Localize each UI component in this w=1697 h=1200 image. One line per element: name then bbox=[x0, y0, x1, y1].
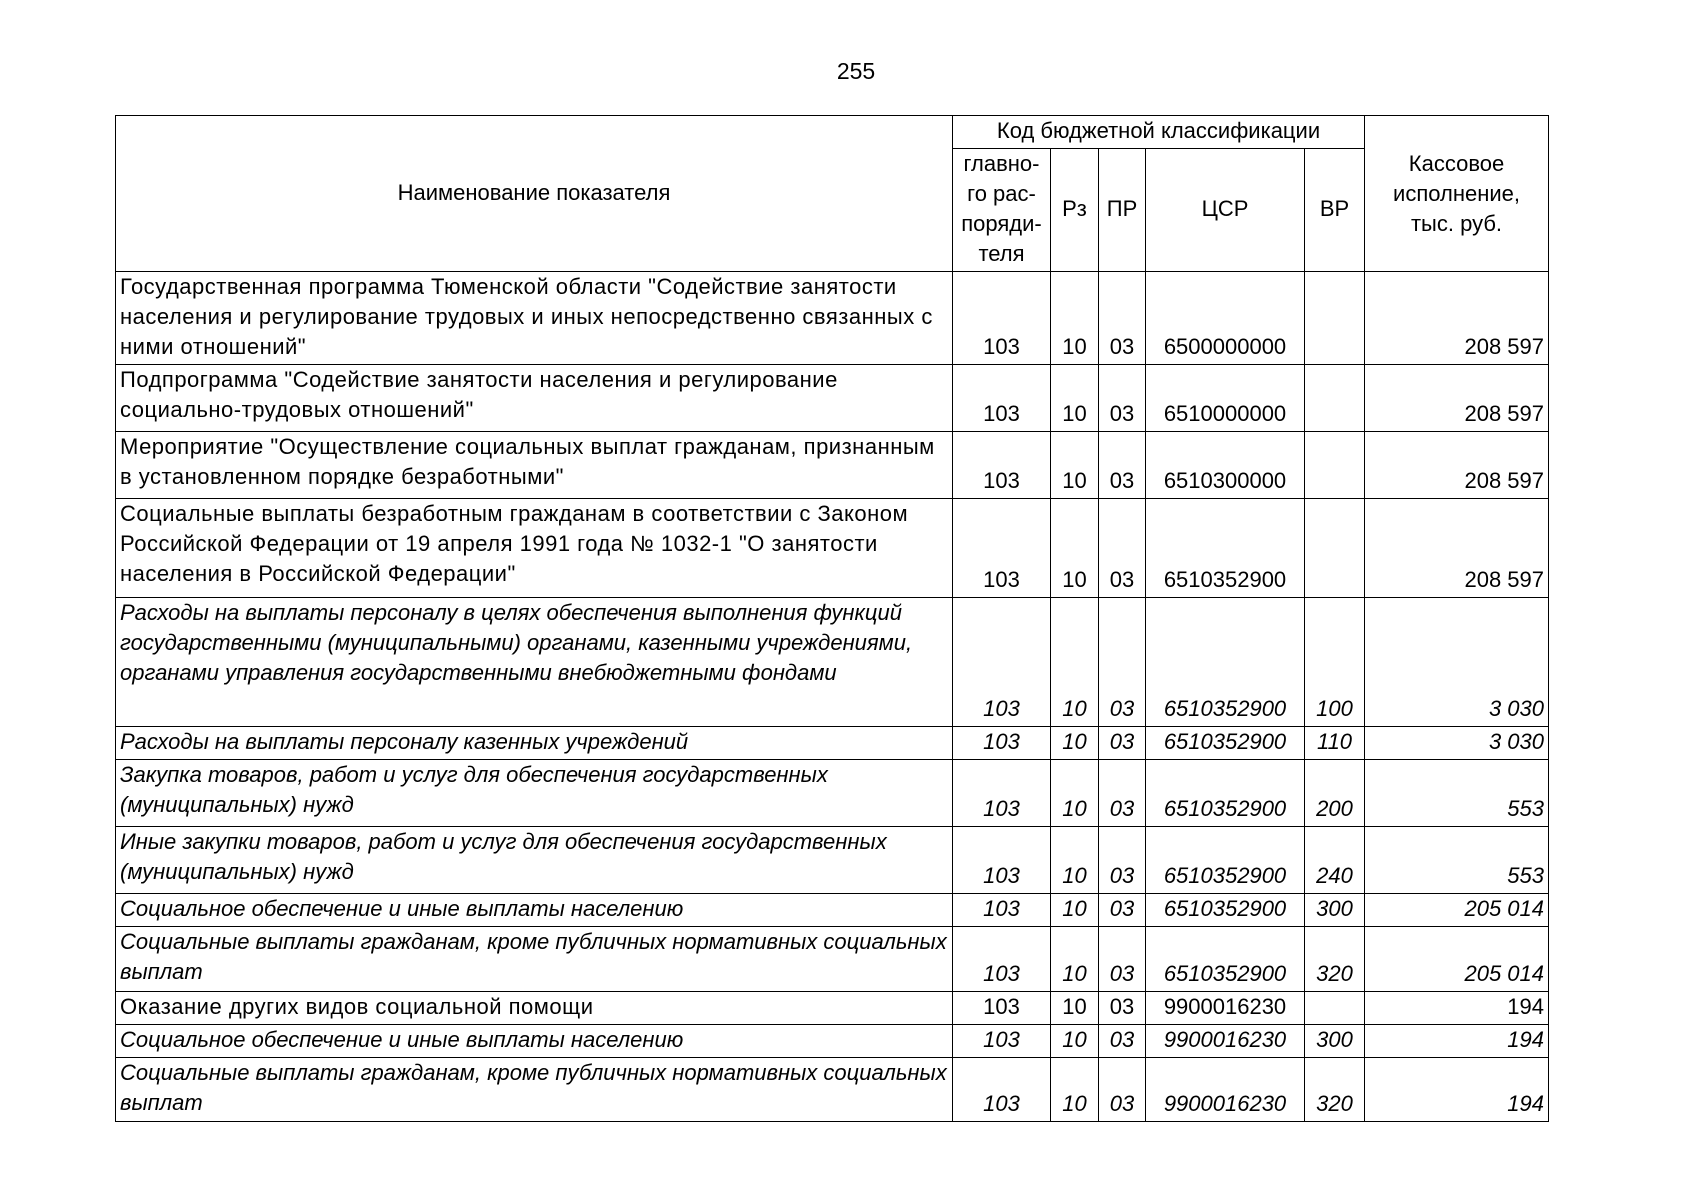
row-name: Подпрограмма "Содействие занятости населения и регулирование социально-трудовых отношений" bbox=[116, 365, 953, 432]
row-name: Государственная программа Тюменской области "Содействие занятости населения и регулирование трудовых и иных непосредственно связанных с ними отношений" bbox=[116, 272, 953, 365]
row-vr: 110 bbox=[1305, 727, 1365, 760]
row-vr bbox=[1305, 365, 1365, 432]
row-amount: 194 bbox=[1365, 992, 1549, 1025]
row-name: Социальное обеспечение и иные выплаты населению bbox=[116, 894, 953, 927]
row-vr: 200 bbox=[1305, 760, 1365, 827]
header-rz: Рз bbox=[1051, 149, 1099, 272]
row-gr: 103 bbox=[953, 727, 1051, 760]
row-csr: 6510352900 bbox=[1146, 927, 1305, 992]
row-rz: 10 bbox=[1051, 598, 1099, 727]
row-rz: 10 bbox=[1051, 927, 1099, 992]
row-csr: 6510352900 bbox=[1146, 598, 1305, 727]
row-csr: 6510300000 bbox=[1146, 432, 1305, 499]
row-amount: 205 014 bbox=[1365, 927, 1549, 992]
row-pr: 03 bbox=[1099, 432, 1146, 499]
table-row bbox=[116, 894, 1549, 927]
row-gr: 103 bbox=[953, 760, 1051, 827]
row-gr: 103 bbox=[953, 365, 1051, 432]
row-name: Оказание других видов социальной помощи bbox=[116, 992, 953, 1025]
row-pr: 03 bbox=[1099, 992, 1146, 1025]
row-pr: 03 bbox=[1099, 760, 1146, 827]
table-row bbox=[116, 927, 1549, 992]
row-csr: 9900016230 bbox=[1146, 992, 1305, 1025]
row-csr: 6510352900 bbox=[1146, 727, 1305, 760]
row-pr: 03 bbox=[1099, 894, 1146, 927]
row-csr: 6510352900 bbox=[1146, 499, 1305, 598]
table-row bbox=[116, 1025, 1549, 1058]
row-vr: 100 bbox=[1305, 598, 1365, 727]
row-pr: 03 bbox=[1099, 499, 1146, 598]
table-row bbox=[116, 365, 1549, 432]
row-vr bbox=[1305, 432, 1365, 499]
table-row bbox=[116, 598, 1549, 727]
row-csr: 6510000000 bbox=[1146, 365, 1305, 432]
row-rz: 10 bbox=[1051, 1025, 1099, 1058]
row-amount: 194 bbox=[1365, 1025, 1549, 1058]
row-name: Расходы на выплаты персоналу казенных учреждений bbox=[116, 727, 953, 760]
row-gr: 103 bbox=[953, 992, 1051, 1025]
row-vr: 300 bbox=[1305, 1025, 1365, 1058]
row-rz: 10 bbox=[1051, 992, 1099, 1025]
row-amount: 208 597 bbox=[1365, 272, 1549, 365]
row-pr: 03 bbox=[1099, 727, 1146, 760]
row-amount: 208 597 bbox=[1365, 432, 1549, 499]
row-gr: 103 bbox=[953, 927, 1051, 992]
row-pr: 03 bbox=[1099, 1025, 1146, 1058]
table-row bbox=[116, 1058, 1549, 1122]
header-bk-group: Код бюджетной классификации bbox=[953, 116, 1365, 149]
table-body bbox=[116, 272, 1549, 1122]
row-rz: 10 bbox=[1051, 1058, 1099, 1122]
row-amount: 208 597 bbox=[1365, 499, 1549, 598]
table-row bbox=[116, 992, 1549, 1025]
table-row bbox=[116, 272, 1549, 365]
table-row bbox=[116, 760, 1549, 827]
row-gr: 103 bbox=[953, 499, 1051, 598]
row-vr bbox=[1305, 272, 1365, 365]
row-name: Мероприятие "Осуществление социальных выплат гражданам, признанным в установленном порядке безработными" bbox=[116, 432, 953, 499]
row-name: Социальное обеспечение и иные выплаты населению bbox=[116, 1025, 953, 1058]
table-header bbox=[116, 116, 1549, 272]
budget-table bbox=[115, 115, 1549, 1122]
row-rz: 10 bbox=[1051, 760, 1099, 827]
row-vr: 300 bbox=[1305, 894, 1365, 927]
row-name: Расходы на выплаты персоналу в целях обеспечения выполнения функций государственными (муниципальными) органами, казенными учреждениями, органами управления государственными внебюджетными фондами bbox=[116, 598, 953, 727]
row-rz: 10 bbox=[1051, 727, 1099, 760]
row-vr: 240 bbox=[1305, 827, 1365, 894]
row-amount: 3 030 bbox=[1365, 727, 1549, 760]
table-row bbox=[116, 827, 1549, 894]
row-vr: 320 bbox=[1305, 1058, 1365, 1122]
row-gr: 103 bbox=[953, 1058, 1051, 1122]
row-name: Социальные выплаты гражданам, кроме публичных нормативных социальных выплат bbox=[116, 927, 953, 992]
row-vr bbox=[1305, 992, 1365, 1025]
row-csr: 6500000000 bbox=[1146, 272, 1305, 365]
row-vr bbox=[1305, 499, 1365, 598]
row-rz: 10 bbox=[1051, 499, 1099, 598]
header-vr: ВР bbox=[1305, 149, 1365, 272]
row-pr: 03 bbox=[1099, 598, 1146, 727]
row-csr: 9900016230 bbox=[1146, 1025, 1305, 1058]
row-csr: 6510352900 bbox=[1146, 894, 1305, 927]
table-row bbox=[116, 432, 1549, 499]
row-pr: 03 bbox=[1099, 1058, 1146, 1122]
row-amount: 553 bbox=[1365, 827, 1549, 894]
row-pr: 03 bbox=[1099, 365, 1146, 432]
header-name: Наименование показателя bbox=[116, 116, 953, 272]
row-amount: 3 030 bbox=[1365, 598, 1549, 727]
row-name: Социальные выплаты безработным гражданам в соответствии с Законом Российской Федерации от 19 апреля 1991 года № 1032-1 "О занятости населения в Российской Федерации" bbox=[116, 499, 953, 598]
table-row bbox=[116, 727, 1549, 760]
row-gr: 103 bbox=[953, 1025, 1051, 1058]
header-pr: ПР bbox=[1099, 149, 1146, 272]
row-pr: 03 bbox=[1099, 827, 1146, 894]
row-gr: 103 bbox=[953, 432, 1051, 499]
row-amount: 553 bbox=[1365, 760, 1549, 827]
row-csr: 6510352900 bbox=[1146, 760, 1305, 827]
header-amount: Кассовое исполнение, тыс. руб. bbox=[1365, 116, 1549, 272]
row-gr: 103 bbox=[953, 827, 1051, 894]
header-gr: главно-го рас-поряди-теля bbox=[953, 149, 1051, 272]
row-amount: 194 bbox=[1365, 1058, 1549, 1122]
row-name: Иные закупки товаров, работ и услуг для обеспечения государственных (муниципальных) нужд bbox=[116, 827, 953, 894]
row-pr: 03 bbox=[1099, 927, 1146, 992]
row-name: Социальные выплаты гражданам, кроме публичных нормативных социальных выплат bbox=[116, 1058, 953, 1122]
row-rz: 10 bbox=[1051, 272, 1099, 365]
row-csr: 9900016230 bbox=[1146, 1058, 1305, 1122]
row-rz: 10 bbox=[1051, 365, 1099, 432]
row-rz: 10 bbox=[1051, 432, 1099, 499]
row-gr: 103 bbox=[953, 894, 1051, 927]
page-number: 255 bbox=[836, 58, 876, 84]
row-name: Закупка товаров, работ и услуг для обеспечения государственных (муниципальных) нужд bbox=[116, 760, 953, 827]
row-gr: 103 bbox=[953, 272, 1051, 365]
header-csr: ЦСР bbox=[1146, 149, 1305, 272]
row-pr: 03 bbox=[1099, 272, 1146, 365]
row-csr: 6510352900 bbox=[1146, 827, 1305, 894]
row-gr: 103 bbox=[953, 598, 1051, 727]
table-row bbox=[116, 499, 1549, 598]
row-rz: 10 bbox=[1051, 827, 1099, 894]
row-amount: 205 014 bbox=[1365, 894, 1549, 927]
row-vr: 320 bbox=[1305, 927, 1365, 992]
row-amount: 208 597 bbox=[1365, 365, 1549, 432]
row-rz: 10 bbox=[1051, 894, 1099, 927]
